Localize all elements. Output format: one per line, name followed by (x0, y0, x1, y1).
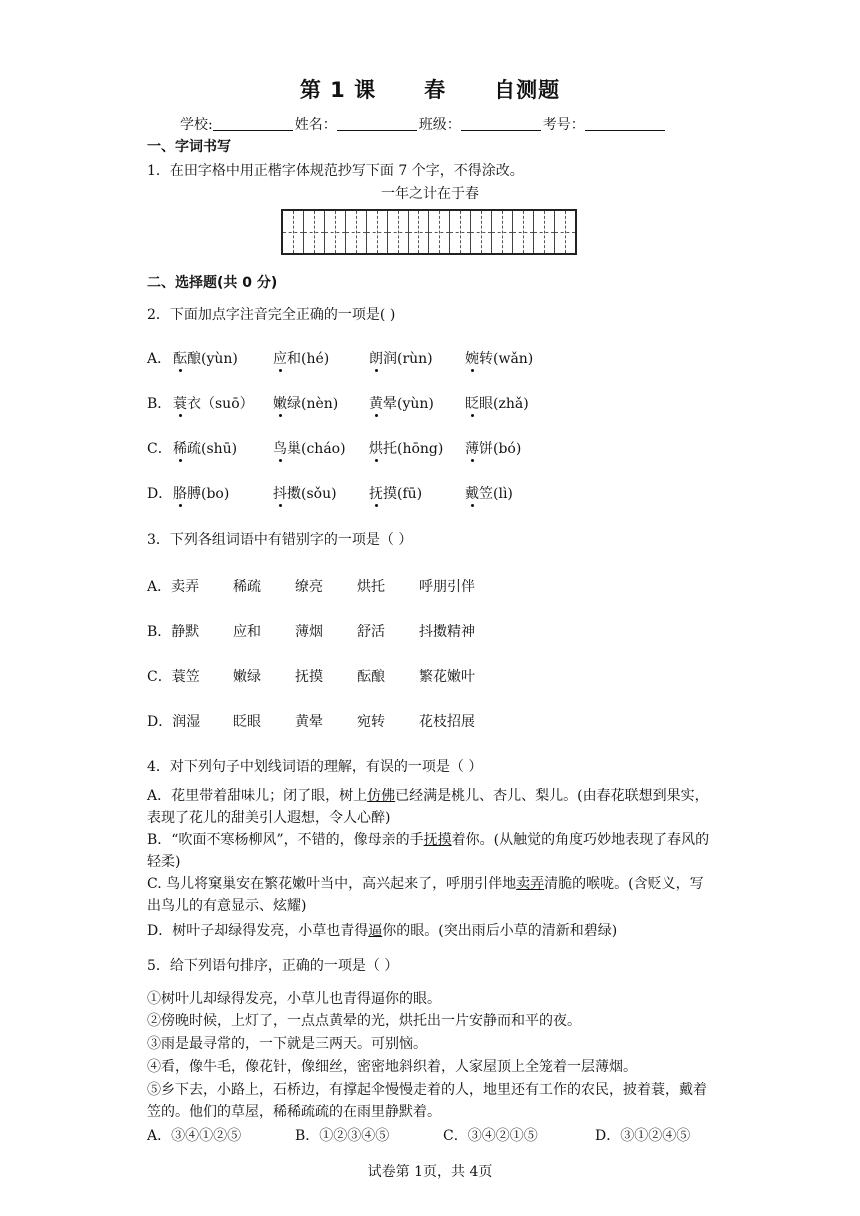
pinyin-word: 薄饼(bó) (465, 438, 521, 458)
q5-sentence-3: ③雨是最寻常的，一下就是三两天。可别恼。 (147, 1036, 427, 1052)
q4-a-underlined: 仿佛 (367, 788, 396, 804)
tianzige-cell[interactable] (388, 211, 409, 253)
tianzige-cell[interactable] (367, 211, 388, 253)
school-blank[interactable] (213, 116, 293, 131)
tianzige-cell[interactable] (450, 211, 471, 253)
q4-option-b[interactable] (147, 829, 717, 873)
q4-b-underlined: 抚摸 (423, 832, 452, 848)
option-label: B． (147, 396, 172, 412)
q4-option-a[interactable] (147, 785, 717, 829)
pinyin-word: 烘托(hōng) (369, 438, 465, 458)
pinyin-word: 抚摸(fū) (369, 483, 465, 503)
pinyin-word: 婉转(wǎn) (465, 348, 533, 368)
q2-stem: 2．下面加点字注音完全正确的一项是( ) (147, 307, 396, 323)
word-item: 呼朋引伴 (419, 579, 475, 595)
tianzige-cell[interactable] (346, 211, 367, 253)
q4-d-underlined: 逼 (368, 923, 383, 939)
q4-c-underlined: 卖弄 (516, 876, 545, 892)
q2-option-d[interactable] (147, 483, 513, 503)
word-item: 稀疏 (233, 579, 261, 595)
q5-sentence-2: ②傍晚时候，上灯了，一点点黄晕的光，烘托出一片安静而和平的夜。 (147, 1013, 581, 1029)
word-item: 应和 (233, 624, 261, 640)
q4-b-text-pre: B．“吹面不寒杨柳风”，不错的，像母亲的手 (147, 832, 424, 848)
q3-option-d[interactable] (147, 711, 539, 731)
q4-option-c[interactable] (147, 873, 717, 917)
pinyin-word: 朗润(rùn) (369, 348, 465, 368)
q5-sentence-1: ①树叶儿却绿得发亮，小草儿也青得逼你的眼。 (147, 991, 441, 1007)
q5-option-b[interactable]: B．①②③④⑤ (295, 1128, 390, 1144)
pinyin-word: 戴笠(lì) (465, 483, 513, 503)
tianzige-cell[interactable] (304, 211, 325, 253)
tianzige-cell[interactable] (534, 211, 555, 253)
q4-option-d[interactable] (147, 920, 717, 942)
word-item: C．蓑笠 (147, 669, 200, 685)
word-item: 薄烟 (295, 624, 323, 640)
q3-stem: 3．下列各组词语中有错别字的一项是（ ） (147, 532, 413, 548)
q1-stem: 1．在田字格中用正楷字体规范抄写下面 7 个字，不得涂改。 (147, 163, 524, 179)
school-label: 学校: (180, 117, 213, 133)
word-item: 繁花嫩叶 (419, 669, 475, 685)
q4-a-text-pre: A．花里带着甜味儿；闭了眼，树上 (147, 788, 368, 804)
q5-option-a[interactable]: A．③④①②⑤ (147, 1128, 242, 1144)
pinyin-word: 胳膊(bo) (173, 483, 273, 503)
pinyin-word: 嫩绿(nèn) (273, 393, 369, 413)
word-item: 花枝招展 (419, 714, 475, 730)
q1-phrase: 一年之计在于春 (381, 186, 479, 202)
q5-option-d[interactable]: D．③①②④⑤ (595, 1128, 691, 1144)
tianzige-cell[interactable] (429, 211, 450, 253)
q4-d-text-pre: D．树叶子却绿得发亮，小草也青得 (147, 923, 369, 939)
pinyin-word: 蓑衣（suō） (173, 393, 273, 413)
paper-kind: 自测题 (494, 78, 561, 102)
tianzige-cell[interactable] (283, 211, 304, 253)
option-label: A． (147, 351, 172, 367)
pinyin-word: 眨眼(zhǎ) (465, 393, 529, 413)
q3-option-c[interactable] (147, 666, 539, 686)
word-item: 烘托 (357, 579, 385, 595)
pinyin-word: 黄晕(yùn) (369, 393, 465, 413)
lesson-number: 第 1 课 (299, 78, 377, 102)
word-item: B．静默 (147, 624, 200, 640)
word-item: D．润湿 (147, 714, 201, 730)
q4-c-text-post: 清脆的喉咙。(含贬义，写出鸟儿的有意显示、炫耀) (147, 876, 704, 914)
q4-stem: 4．对下列句子中划线词语的理解，有误的一项是（ ） (147, 759, 483, 775)
tianzige-cell[interactable] (471, 211, 492, 253)
q3-option-a[interactable] (147, 576, 539, 596)
q5-sentence-5: ⑤乡下去，小路上，石桥边，有撑起伞慢慢走着的人，地里还有工作的农民，披着蓑，戴着笠的。他们的草屋，稀稀疏疏的在雨里静默着。 (147, 1082, 707, 1120)
tianzige-cell[interactable] (513, 211, 534, 253)
q4-d-text-post: 你的眼。(突出雨后小草的清新和碧绿) (382, 923, 618, 939)
q5-options (147, 1125, 690, 1145)
q5-stem: 5．给下列语句排序，正确的一项是（ ） (147, 958, 399, 974)
word-item: 眨眼 (233, 714, 261, 730)
word-item: 宛转 (357, 714, 385, 730)
tianzige-cell[interactable] (492, 211, 513, 253)
pinyin-word: 应和(hé) (273, 348, 369, 368)
word-item: 酝酿 (357, 669, 385, 685)
pinyin-word: 稀疏(shū) (173, 438, 273, 458)
student-info-line (180, 114, 667, 134)
pinyin-word: 酝酿(yùn) (173, 348, 273, 368)
option-label: C． (147, 441, 172, 457)
word-item: 缭亮 (295, 579, 323, 595)
word-item: 舒活 (357, 624, 385, 640)
q2-option-c[interactable] (147, 438, 521, 458)
page-title (0, 74, 860, 104)
class-blank[interactable] (461, 116, 541, 131)
class-label: 班级： (418, 117, 461, 133)
q2-option-a[interactable] (147, 348, 533, 368)
tianzige-cell[interactable] (325, 211, 346, 253)
lesson-name: 春 (424, 78, 447, 102)
word-item: 嫩绿 (233, 669, 261, 685)
section-2-heading: 二、选择题(共 0 分) (147, 275, 278, 291)
tianzige-grid[interactable] (281, 209, 577, 255)
exam-no-blank[interactable] (585, 116, 665, 131)
q2-option-b[interactable] (147, 393, 529, 413)
q5-option-c[interactable]: C．③④②①⑤ (443, 1128, 538, 1144)
word-item: 抖擞精神 (419, 624, 475, 640)
name-label: 姓名： (294, 117, 337, 133)
option-label: D． (147, 486, 173, 502)
q5-sentence-4: ④看，像牛毛，像花针，像细丝，密密地斜织着，人家屋顶上全笼着一层薄烟。 (147, 1059, 637, 1075)
tianzige-cell[interactable] (555, 211, 575, 253)
word-item: 黄晕 (295, 714, 323, 730)
name-blank[interactable] (337, 116, 417, 131)
pinyin-word: 抖擞(sǒu) (273, 483, 369, 503)
section-1-heading: 一、字词书写 (147, 139, 231, 155)
exam-no-label: 考号： (542, 117, 585, 133)
page-footer: 试卷第 1页，共 4页 (367, 1164, 493, 1180)
word-item: A．卖弄 (147, 579, 200, 595)
q4-b-text-post: 着你。(从触觉的角度巧妙地表现了春风的轻柔) (147, 832, 710, 870)
pinyin-word: 鸟巢(cháo) (273, 438, 369, 458)
q3-option-b[interactable] (147, 621, 539, 641)
q4-a-text-post: 已经满是桃儿、杏儿、梨儿。(由春花联想到果实，表现了花儿的甜美引人遐想，令人心醉) (147, 788, 709, 826)
tianzige-cell[interactable] (409, 211, 430, 253)
word-item: 抚摸 (295, 669, 323, 685)
q4-c-text-pre: C. 鸟儿将窠巢安在繁花嫩叶当中，高兴起来了，呼朋引伴地 (147, 876, 517, 892)
